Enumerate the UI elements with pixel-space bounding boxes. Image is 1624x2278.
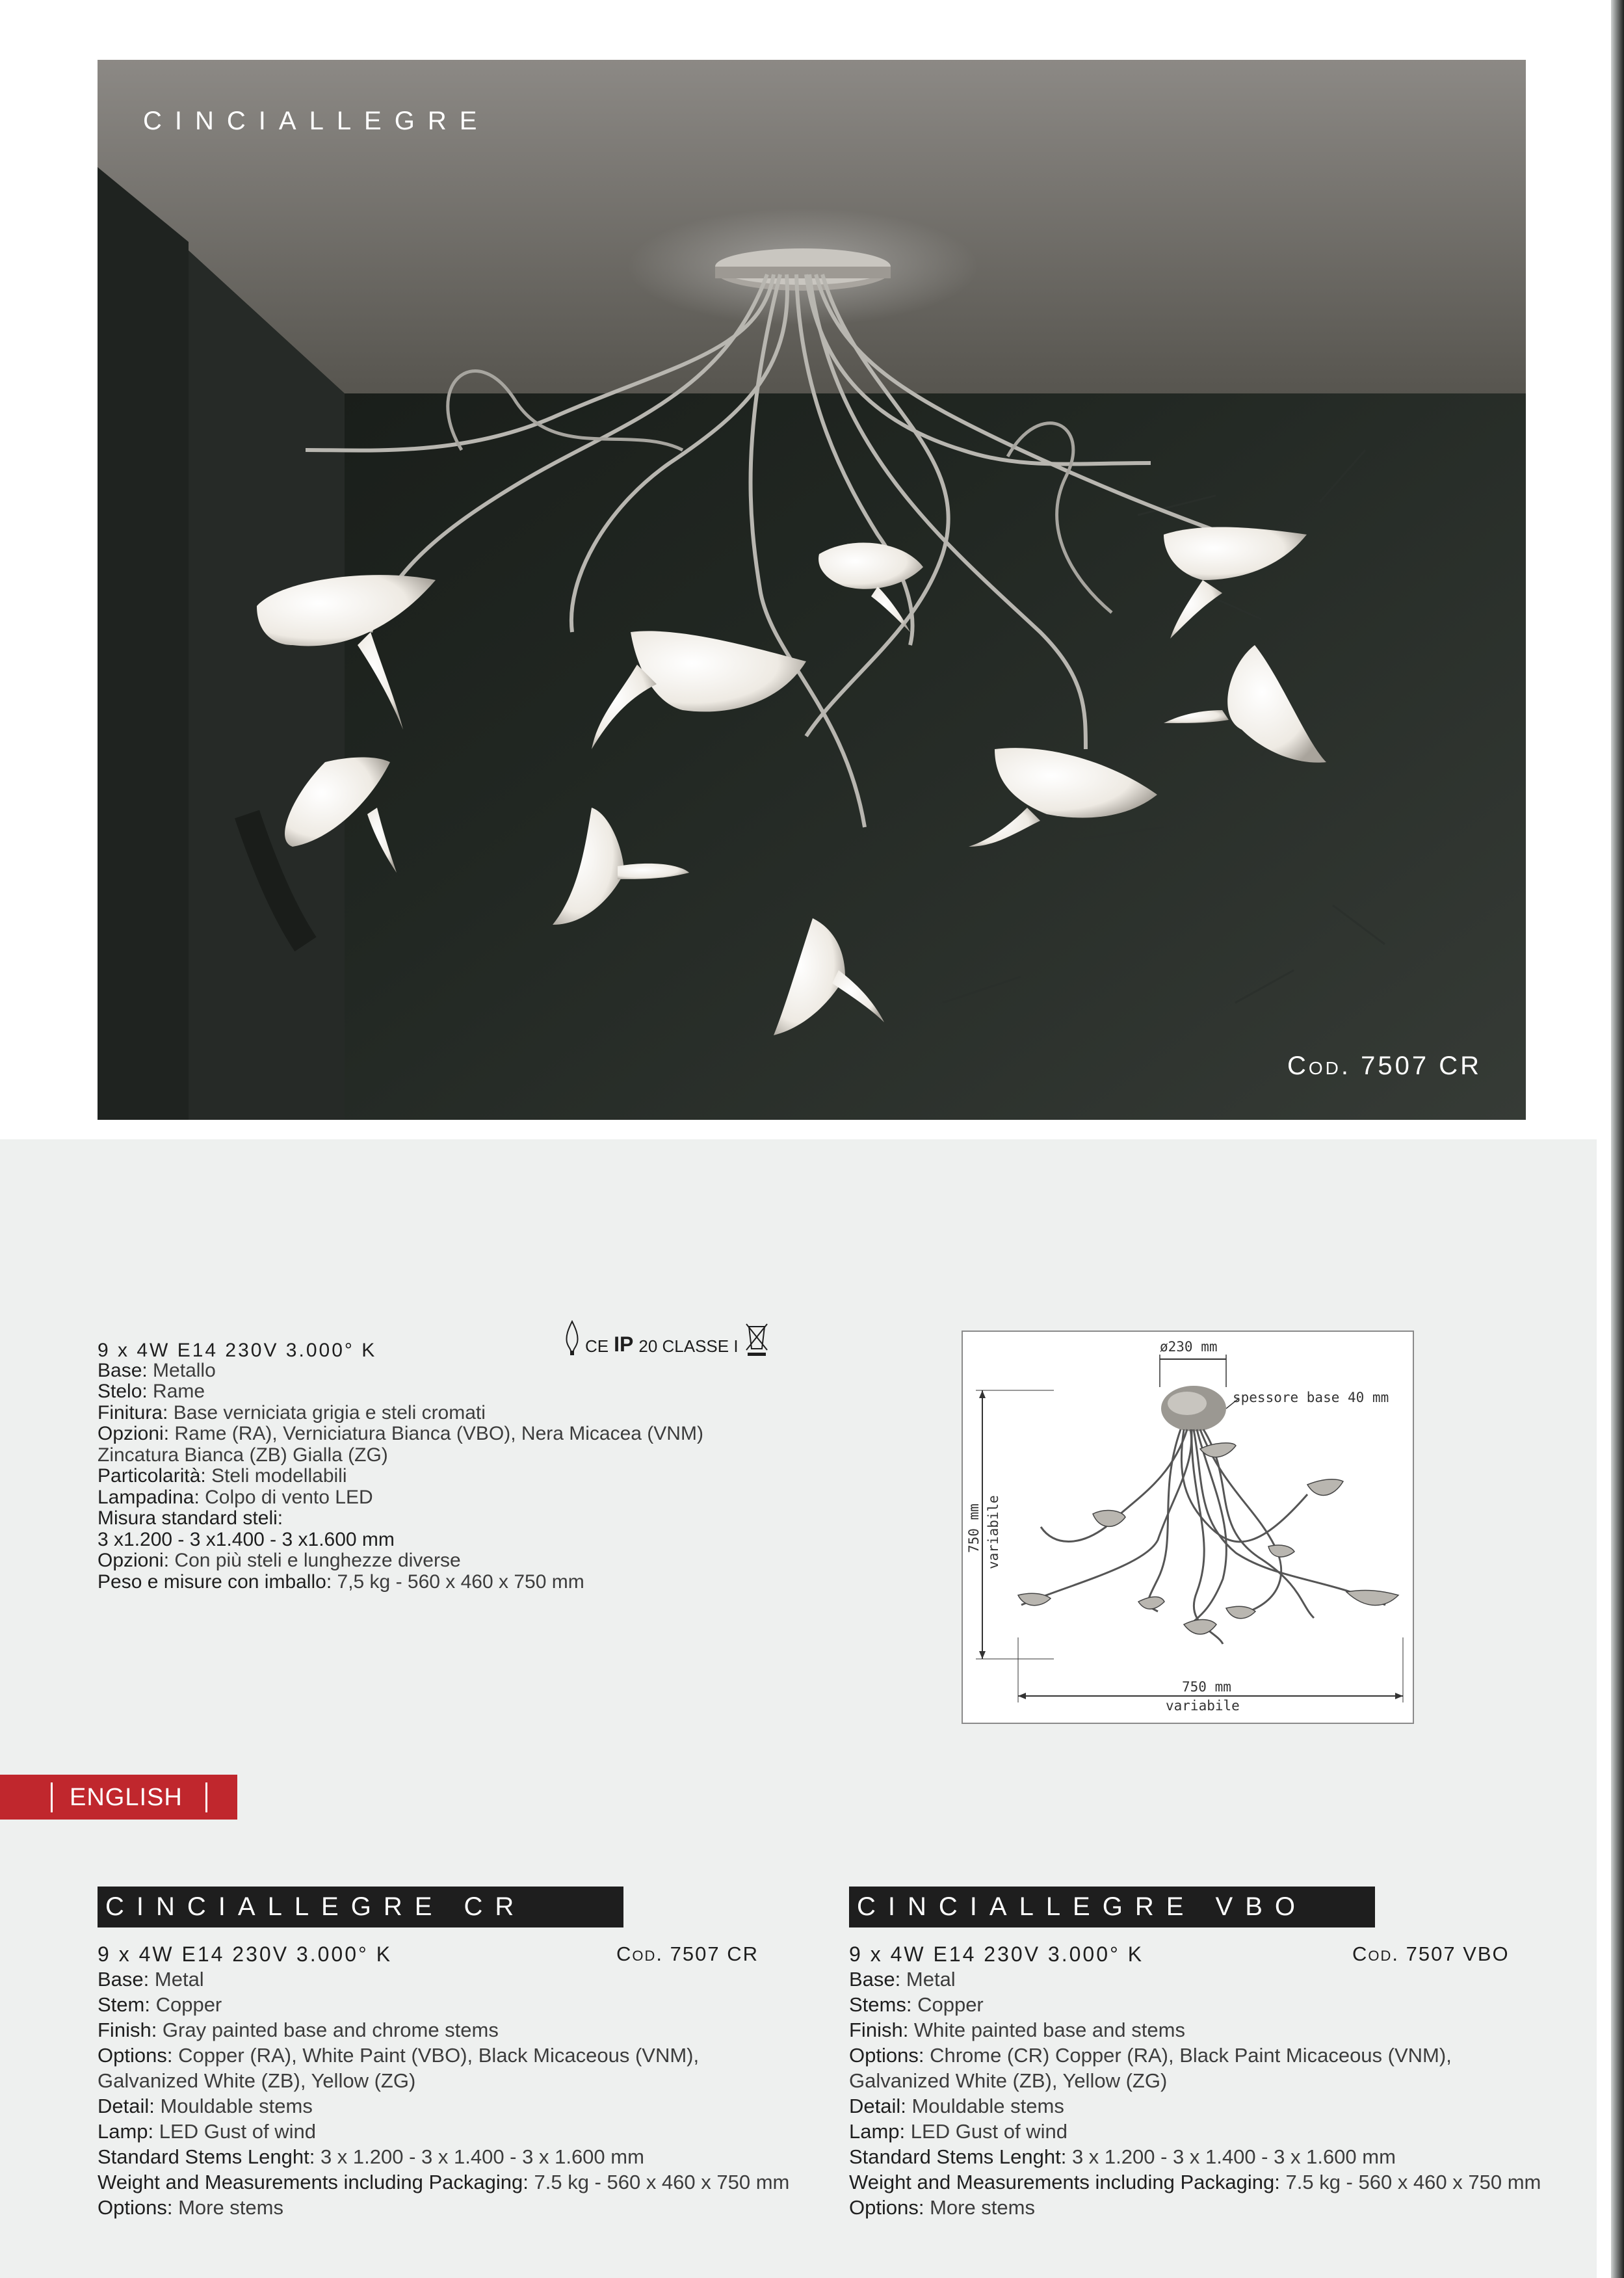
technical-drawing xyxy=(962,1331,1414,1724)
spec-line-vbo: Options: Chrome (CR) Copper (RA), Black Paint Micaceous (VNM), xyxy=(849,2044,1452,2067)
dimension-drawing xyxy=(963,1332,1413,1723)
italian-spec-line: Misura standard steli: xyxy=(98,1507,283,1529)
power-spec-vbo: 9 x 4W E14 230V 3.000° K xyxy=(849,1942,1144,1966)
tab-divider-right xyxy=(205,1782,207,1812)
spec-line-cr: Options: More stems xyxy=(98,2196,283,2219)
spec-line-cr: Weight and Measurements including Packaging: 7.5 kg - 560 x 460 x 750 mm xyxy=(98,2171,790,2193)
spec-line-cr: Stem: Copper xyxy=(98,1993,222,2016)
italian-spec-line: Finitura: Base verniciata grigia e steli cromati xyxy=(98,1402,486,1424)
spec-line-cr: Finish: Gray painted base and chrome stems xyxy=(98,2019,499,2041)
photo-product-title: CINCIALLEGRE xyxy=(143,107,490,135)
weee-bin-icon xyxy=(744,1320,770,1357)
italian-spec-line: Stelo: Rame xyxy=(98,1381,205,1402)
product-code-vbo: Cod. 7507 VBO xyxy=(1352,1942,1510,1965)
height-note: variabile xyxy=(986,1495,1001,1569)
italian-spec-line: Peso e misure con imballo: 7,5 kg - 560 x 460 x 750 mm xyxy=(98,1571,584,1593)
page-edge-shadow xyxy=(1611,0,1624,2278)
chandelier-photo-illustration xyxy=(98,60,1526,1120)
spec-line-vbo: Lamp: LED Gust of wind xyxy=(849,2120,1068,2143)
spec-line-vbo: Galvanized White (ZB), Yellow (ZG) xyxy=(849,2069,1168,2092)
base-diameter-label: ø230 mm xyxy=(1160,1339,1218,1355)
spec-line-cr: Lamp: LED Gust of wind xyxy=(98,2120,317,2143)
product-title-vbo: CINCIALLEGRE VBO xyxy=(849,1887,1375,1927)
product-photo xyxy=(98,60,1526,1120)
italian-spec-line: Opzioni: Con più steli e lunghezze diverse xyxy=(98,1550,461,1571)
drawing-stems xyxy=(1021,1429,1385,1644)
tab-divider-left xyxy=(51,1782,53,1812)
candle-bulb-icon xyxy=(564,1320,580,1357)
spec-line-vbo: Detail: Mouldable stems xyxy=(849,2095,1064,2117)
power-spec-cr: 9 x 4W E14 230V 3.000° K xyxy=(98,1942,393,1966)
spec-line-vbo: Finish: White painted base and stems xyxy=(849,2019,1185,2041)
italian-power-spec: 9 x 4W E14 230V 3.000° K xyxy=(98,1340,377,1361)
spec-line-cr: Options: Copper (RA), White Paint (VBO), Black Micaceous (VNM), xyxy=(98,2044,700,2067)
spec-line-vbo: Weight and Measurements including Packaging: 7.5 kg - 560 x 460 x 750 mm xyxy=(849,2171,1541,2193)
spec-line-cr: Detail: Mouldable stems xyxy=(98,2095,313,2117)
width-label: 750 mm xyxy=(1182,1679,1231,1695)
certification-marks xyxy=(564,1320,770,1357)
spec-line-vbo: Base: Metal xyxy=(849,1968,956,1991)
spec-line-cr: Base: Metal xyxy=(98,1968,204,1991)
language-label: ENGLISH xyxy=(70,1784,183,1811)
spec-line-vbo: Options: More stems xyxy=(849,2196,1035,2219)
photo-product-code: Cod. 7507 CR xyxy=(1287,1052,1482,1080)
height-label: 750 mm xyxy=(966,1503,982,1553)
italian-spec-line: Base: Metallo xyxy=(98,1360,216,1381)
italian-spec-line: Lampadina: Colpo di vento LED xyxy=(98,1487,373,1508)
spec-line-cr: Standard Stems Lenght: 3 x 1.200 - 3 x 1.400 - 3 x 1.600 mm xyxy=(98,2145,644,2168)
italian-spec-line: Zincatura Bianca (ZB) Gialla (ZG) xyxy=(98,1444,388,1466)
spec-line-vbo: Stems: Copper xyxy=(849,1993,984,2016)
italian-spec-line: Opzioni: Rame (RA), Verniciatura Bianca (VBO), Nera Micacea (VNM) xyxy=(98,1423,703,1444)
italian-spec-line: 3 x1.200 - 3 x1.400 - 3 x1.600 mm xyxy=(98,1529,395,1550)
base-thickness-label: spessore base 40 mm xyxy=(1233,1390,1389,1405)
ce-mark: CE xyxy=(585,1336,609,1356)
spec-line-cr: Galvanized White (ZB), Yellow (ZG) xyxy=(98,2069,416,2092)
spec-line-vbo: Standard Stems Lenght: 3 x 1.200 - 3 x 1.400 - 3 x 1.600 mm xyxy=(849,2145,1396,2168)
language-tab-english xyxy=(0,1775,237,1820)
ip-rating-prefix: IP xyxy=(614,1332,634,1356)
product-code-cr: Cod. 7507 CR xyxy=(616,1942,759,1965)
width-note: variabile xyxy=(1166,1698,1240,1714)
ip-rating-class: 20 CLASSE I xyxy=(638,1336,739,1356)
product-title-cr: CINCIALLEGRE CR xyxy=(98,1887,623,1927)
italian-spec-line: Particolarità: Steli modellabili xyxy=(98,1465,347,1487)
